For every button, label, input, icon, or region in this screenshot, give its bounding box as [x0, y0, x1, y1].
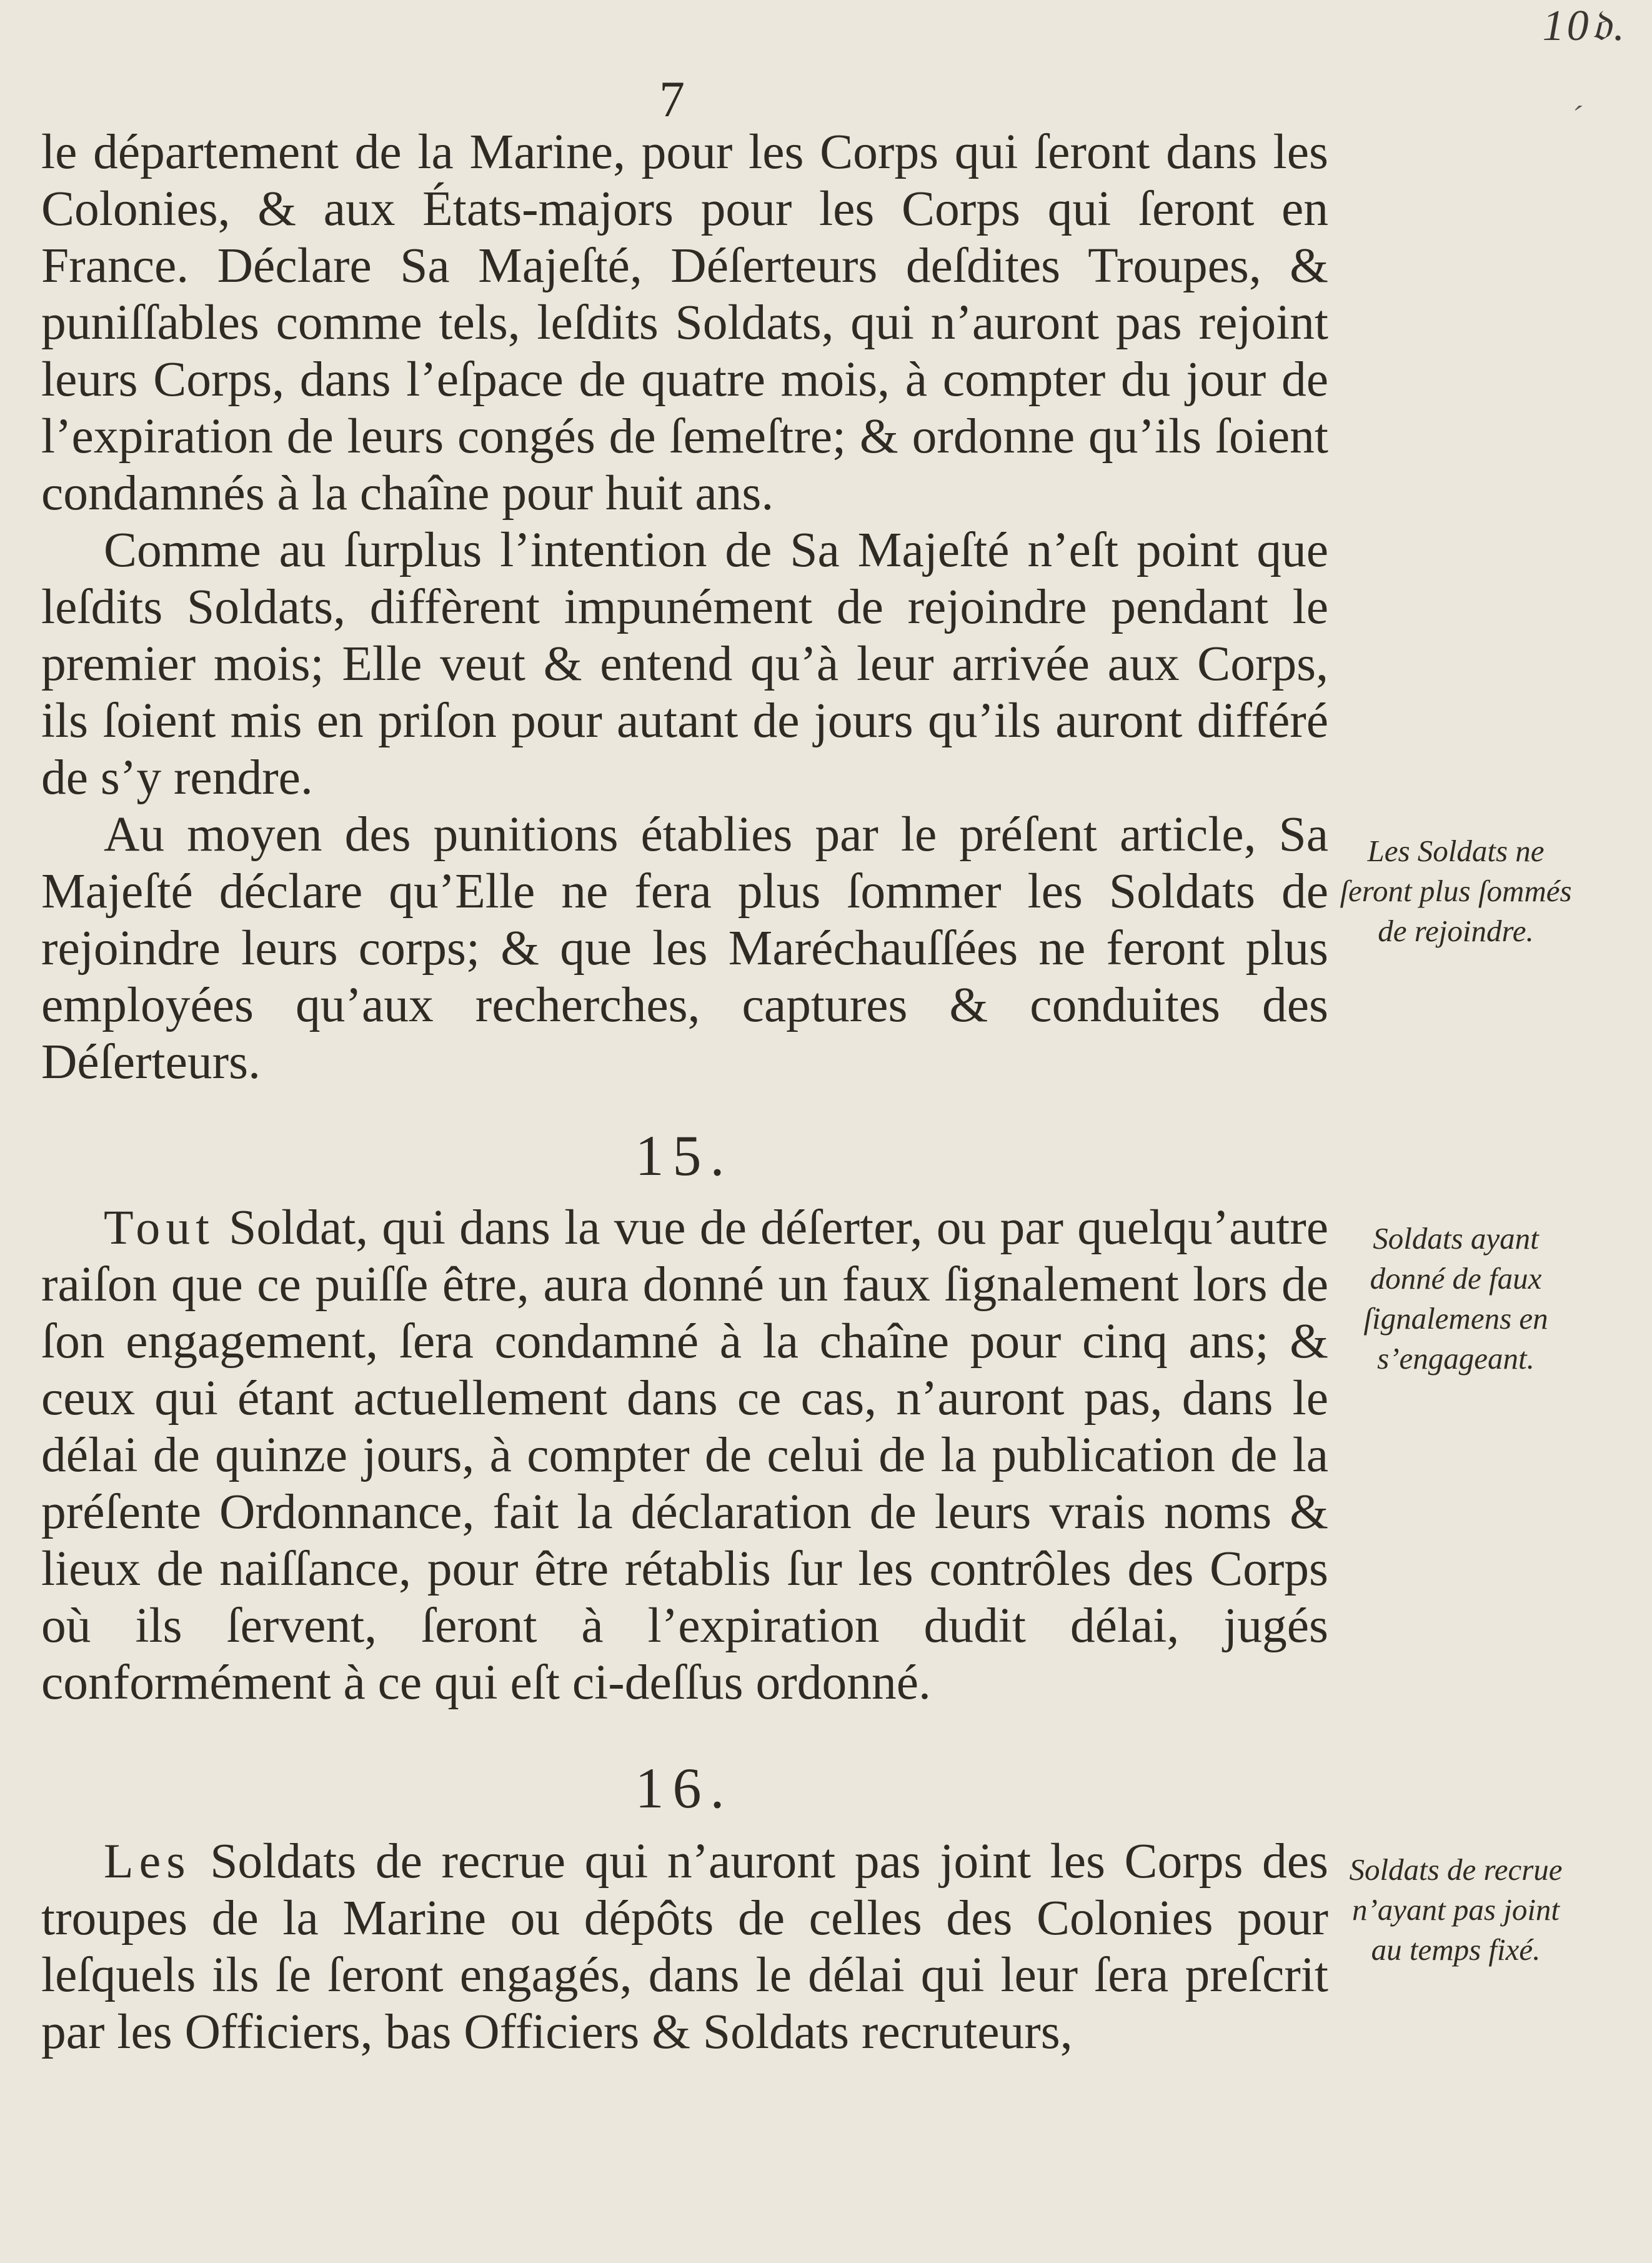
- paragraph: [41, 1199, 1328, 1711]
- section-continuation: [41, 124, 1328, 1091]
- paragraph: Au moyen des punitions établies par le préſent article, Sa Majeſté déclare qu’Elle ne fera plus ſommer les Soldats de rejoindre leurs corps; & que les Maréchauſſées ne feront plus employées qu’aux recherches, captures & conduites des Déſerteurs.: [41, 807, 1328, 1089]
- folio-number: 10𝔡.: [1542, 2, 1627, 50]
- article-16-text: [41, 1832, 1328, 2061]
- page-number: 7: [659, 71, 685, 127]
- margin-note: Soldats ayant donné de faux ſignalemens en s’engageant.: [1363, 1221, 1548, 1376]
- pencil-mark: ˏ: [1573, 76, 1584, 111]
- article-body: Soldat, qui dans la vue de déſerter, ou par quelqu’autre raiſon que ce puiſſe être, aura donné un faux ſignalement lors de ſon engagement, ſera condamné à la chaîne pour cinq ans; & ceux qui étant actuellement dans ce cas, n’auront pas, dans le délai de quinze jours, à compter de celui de la publication de la préſente Ordonnance, fait la déclaration de leurs vrais noms & lieux de naiſſance, pour être rétablis ſur les contrôles des Corps où ils ſervent, ſeront à l’expiration dudit délai, jugés conformément à ce qui eſt ci-deſſus ordonné.: [41, 1200, 1328, 1710]
- margin-note: Soldats de recrue n’ayant pas joint au temps fixé.: [1349, 1852, 1563, 1967]
- article-15-text: [41, 1199, 1328, 1711]
- paragraph: [41, 1832, 1328, 2061]
- article-lead-word: Tout: [104, 1200, 215, 1254]
- paragraph: Comme au ſurplus l’intention de Sa Majeſté n’eſt point que leſdits Soldats, diffèrent impunément de rejoindre pendant le premier mois; Elle veut & entend qu’à leur arrivée aux Corps, ils ſoient mis en priſon pour autant de jours qu’ils auront différé de s’y rendre.: [41, 522, 1328, 805]
- article-number-16: 16.: [635, 1756, 734, 1820]
- margin-note: Les Soldats ne ſeront plus ſommés de rejoindre.: [1340, 834, 1572, 948]
- article-lead-word: Les: [104, 1834, 191, 1888]
- paragraph: le département de la Marine, pour les Corps qui ſeront dans les Colonies, & aux États-majors pour les Corps qui ſeront en France. Déclare Sa Majeſté, Déſerteurs deſdites Troupes, & puniſſables comme tels, leſdits Soldats, qui n’auront pas rejoint leurs Corps, dans l’eſpace de quatre mois, à compter du jour de l’expiration de leurs congés de ſemeſtre; & ordonne qu’ils ſoient condamnés à la chaîne pour huit ans.: [41, 124, 1328, 521]
- article-number-15: 15.: [635, 1124, 734, 1187]
- article-body: Soldats de recrue qui n’auront pas joint les Corps des troupes de la Marine ou dépôts de celles des Colonies pour leſquels ils ſe ſeront engagés, dans le délai qui leur ſera preſcrit par les Officiers, bas Officiers & Soldats recruteurs,: [41, 1834, 1328, 2059]
